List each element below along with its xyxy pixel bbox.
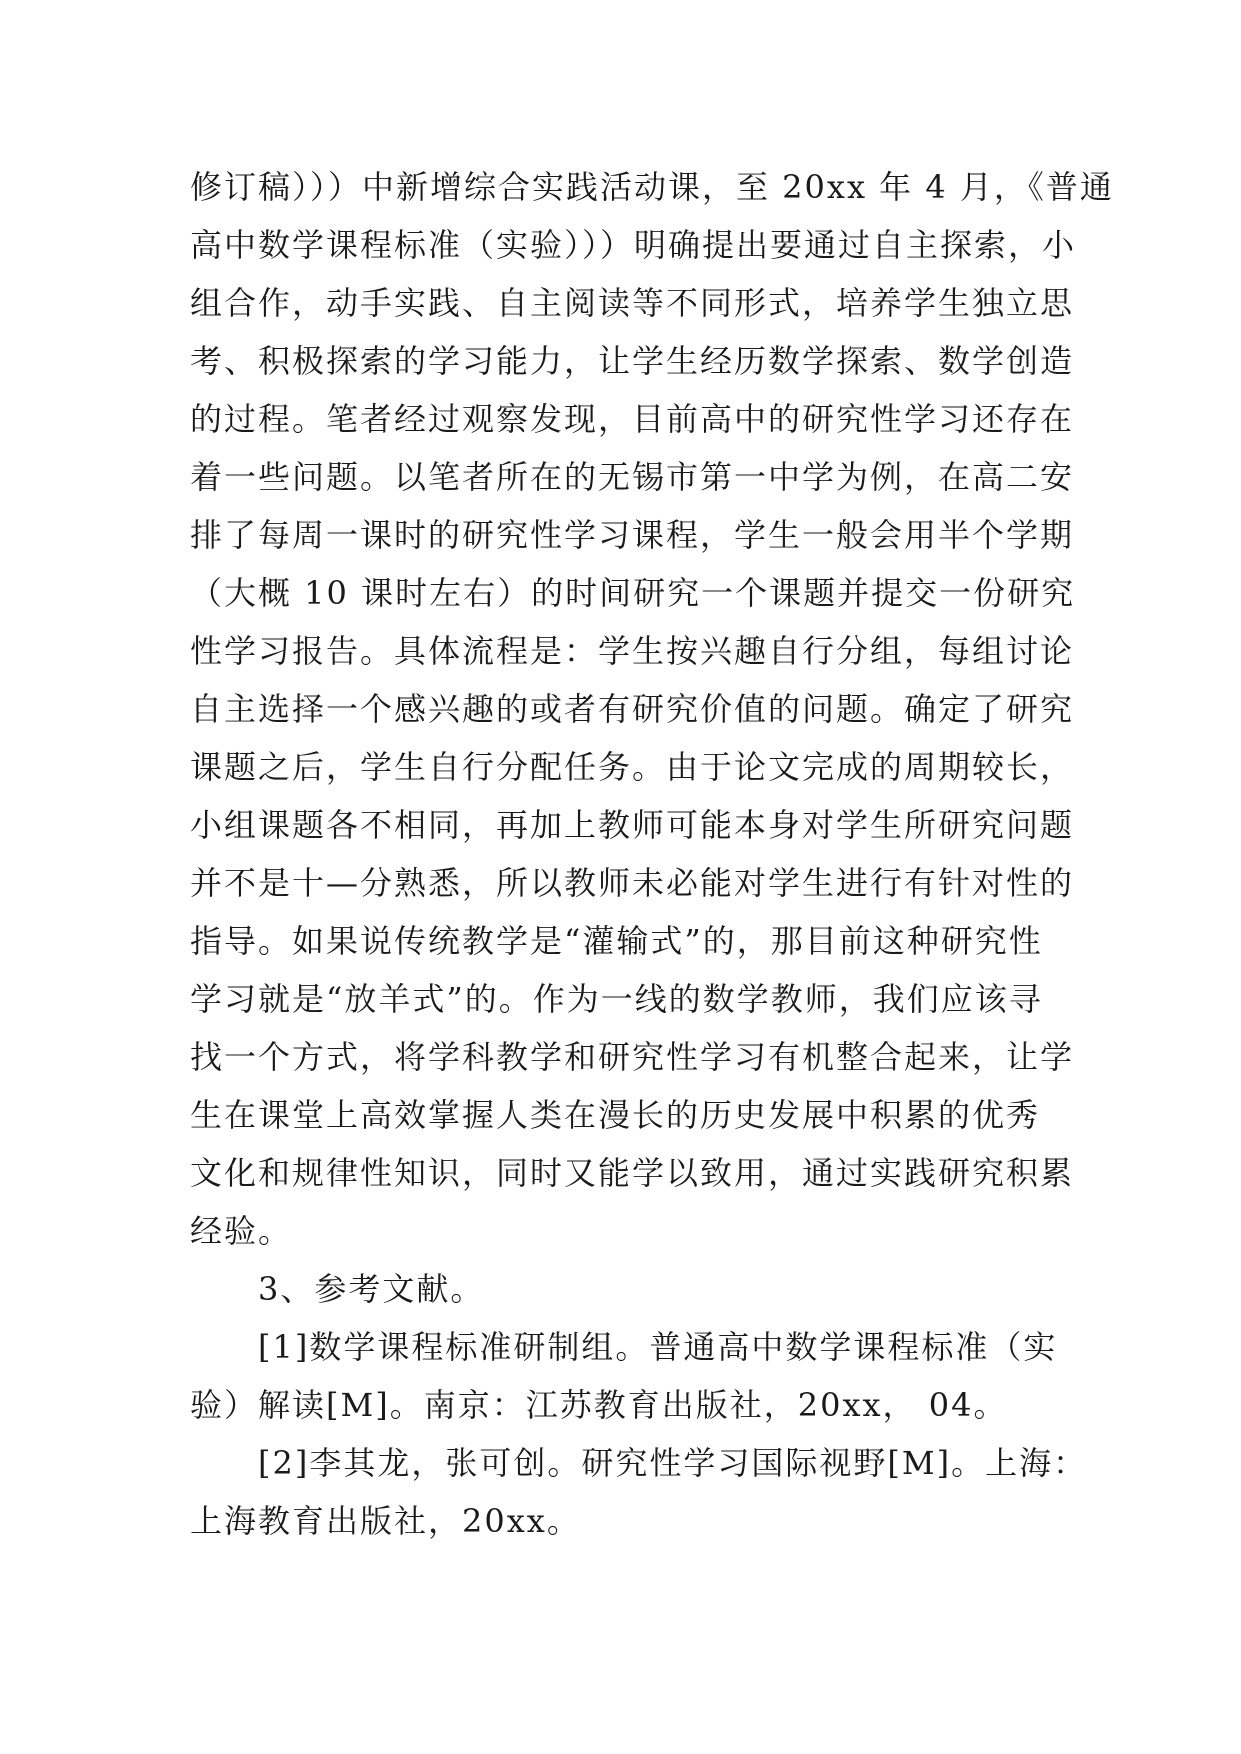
- body-line: 修订稿）））中新增综合实践活动课，至 20xx 年 4 月，《普通: [190, 168, 1114, 206]
- body-line: 小组课题各不相同，再加上教师可能本身对学生所研究问题: [190, 806, 1075, 844]
- reference-2-line-1: [2]李其龙，张可创。研究性学习国际视野[M]。上海：: [258, 1444, 1088, 1482]
- body-line: 找一个方式，将学科教学和研究性学习有机整合起来，让学: [190, 1038, 1075, 1076]
- body-line: 指导。如果说传统教学是“灌输式”的，那目前这种研究性: [190, 922, 1043, 960]
- references-heading: 3、参考文献。: [258, 1270, 485, 1308]
- body-line: 经验。: [190, 1212, 293, 1250]
- body-line: 生在课堂上高效掌握人类在漫长的历史发展中积累的优秀: [190, 1096, 1041, 1134]
- body-line: 性学习报告。具体流程是：学生按兴趣自行分组，每组讨论: [190, 632, 1075, 670]
- body-line: 课题之后，学生自行分配任务。由于论文完成的周期较长，: [190, 748, 1075, 786]
- reference-1-line-2: 验）解读[M]。南京：江苏教育出版社，20xx， 04。: [190, 1386, 1008, 1424]
- body-line: 着一些问题。以笔者所在的无锡市第一中学为例，在高二安: [190, 458, 1075, 496]
- body-line: 排了每周一课时的研究性学习课程，学生一般会用半个学期: [190, 516, 1075, 554]
- reference-2-line-2: 上海教育出版社，20xx。: [190, 1502, 581, 1540]
- reference-1-line-1: [1]数学课程标准研制组。普通高中数学课程标准（实: [258, 1328, 1058, 1366]
- body-line: 自主选择一个感兴趣的或者有研究价值的问题。确定了研究: [190, 690, 1075, 728]
- body-line: （大概 10 课时左右）的时间研究一个课题并提交一份研究: [190, 574, 1076, 612]
- body-line: 学习就是“放羊式”的。作为一线的数学教师，我们应该寻: [190, 980, 1043, 1018]
- body-line: 组合作，动手实践、自主阅读等不同形式，培养学生独立思: [190, 284, 1075, 322]
- body-line: 考、积极探索的学习能力，让学生经历数学探索、数学创造: [190, 342, 1075, 380]
- body-line: 文化和规律性知识，同时又能学以致用，通过实践研究积累: [190, 1154, 1075, 1192]
- body-line: 的过程。笔者经过观察发现，目前高中的研究性学习还存在: [190, 400, 1075, 438]
- body-line: 高中数学课程标准（实验）））明确提出要通过自主探索，小: [190, 226, 1077, 264]
- document-body: [190, 158, 1114, 1550]
- body-line: 并不是十—分熟悉，所以教师未必能对学生进行有针对性的: [190, 864, 1075, 902]
